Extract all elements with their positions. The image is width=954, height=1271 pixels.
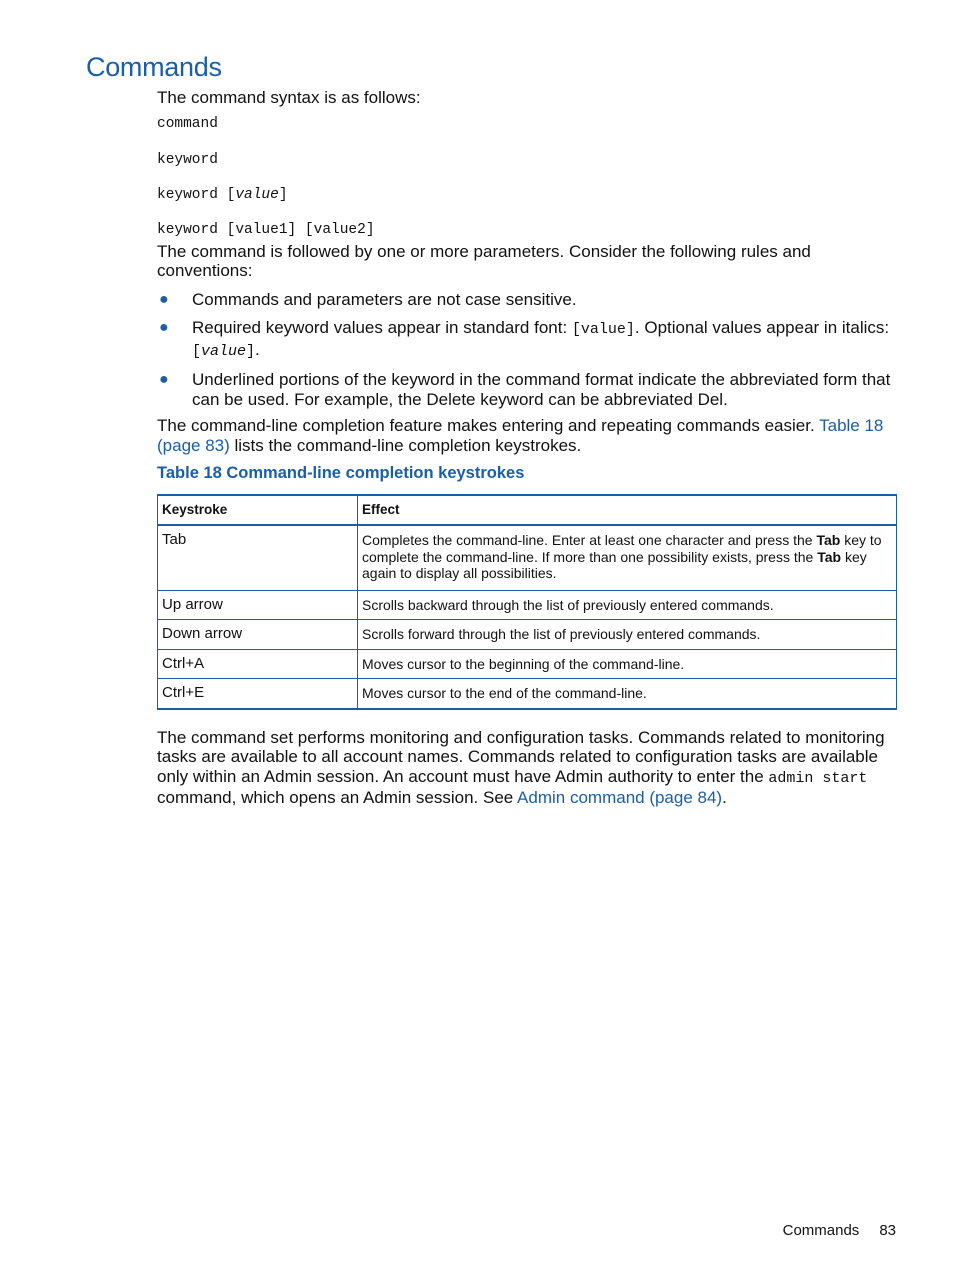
syntax-line-keyword-value bbox=[157, 187, 899, 204]
keystroke-cell: Ctrl+A bbox=[158, 649, 358, 679]
keystroke-table bbox=[157, 494, 897, 710]
effect-cell bbox=[358, 525, 897, 590]
inline-code: admin start bbox=[768, 769, 868, 787]
code-bracket: ] bbox=[246, 342, 256, 360]
syntax-intro: The command syntax is as follows: bbox=[157, 88, 421, 107]
rules-list bbox=[157, 290, 899, 410]
table-row bbox=[158, 525, 897, 590]
table-row bbox=[158, 679, 897, 709]
effect-text: key to complete the command-line. If more than one possibility exists, press the bbox=[362, 532, 882, 565]
list-item-text: Required keyword values appear in standard font: bbox=[192, 318, 572, 337]
syntax-text: keyword [ bbox=[157, 186, 236, 203]
syntax-line-keyword-values: keyword [value1] [value2] bbox=[157, 221, 375, 238]
table-row bbox=[158, 590, 897, 620]
effect-cell: Scrolls forward through the list of previously entered commands. bbox=[358, 620, 897, 650]
inline-code: [value] bbox=[571, 321, 635, 338]
bullet-icon: ● bbox=[159, 371, 169, 388]
page-title: Commands bbox=[86, 52, 222, 82]
list-item-text: Underlined portions of the keyword in the command format indicate the abbreviated form that can be used. For example, the Delete keyword can be abbreviated Del. bbox=[192, 370, 891, 409]
paragraph-text: The command set performs monitoring and configuration tasks. Commands related to monitoring tasks are available to all account names. Commands related to configuration tasks are available only within an Admin session. An account must have Admin authority to enter the bbox=[157, 727, 885, 786]
list-item bbox=[157, 290, 899, 310]
table-header-row bbox=[158, 495, 897, 526]
column-header-keystroke: Keystroke bbox=[158, 495, 358, 526]
column-header-effect: Effect bbox=[358, 495, 897, 526]
footer-section: Commands bbox=[782, 1222, 860, 1239]
syntax-block bbox=[157, 116, 899, 239]
list-item-text: Commands and parameters are not case sensitive. bbox=[192, 289, 577, 309]
effect-bold: Tab bbox=[816, 532, 841, 548]
effect-bold: Tab bbox=[817, 548, 842, 565]
paragraph-text: The command-line completion feature makes entering and repeating commands easier. bbox=[157, 416, 820, 435]
inline-code-italic bbox=[192, 343, 255, 360]
table-row bbox=[158, 649, 897, 679]
keystroke-cell: Tab bbox=[158, 525, 358, 590]
effect-text: Completes the command-line. Enter at least one character and press the bbox=[362, 532, 817, 548]
keystroke-cell: Down arrow bbox=[158, 620, 358, 650]
effect-cell: Moves cursor to the end of the command-line. bbox=[358, 679, 897, 709]
paragraph-text: command, which opens an Admin session. See bbox=[157, 788, 518, 807]
list-item bbox=[157, 370, 899, 409]
page-number: 83 bbox=[879, 1222, 896, 1239]
bullet-icon: ● bbox=[159, 319, 169, 336]
syntax-text: ] bbox=[278, 186, 288, 203]
paragraph-text: . bbox=[722, 788, 727, 807]
bullet-icon: ● bbox=[159, 290, 169, 308]
page-footer bbox=[783, 1222, 896, 1239]
completion-paragraph bbox=[157, 416, 899, 455]
table-row bbox=[158, 620, 897, 650]
syntax-italic: value bbox=[235, 186, 279, 203]
effect-cell: Moves cursor to the beginning of the command-line. bbox=[358, 649, 897, 679]
effect-text: key again to display all possibilities. bbox=[362, 548, 867, 581]
syntax-line-command: command bbox=[157, 115, 218, 132]
main-content bbox=[157, 88, 899, 808]
list-item-text: . bbox=[255, 339, 260, 359]
keystroke-cell: Up arrow bbox=[158, 590, 358, 620]
syntax-line-keyword: keyword bbox=[157, 151, 218, 168]
final-paragraph bbox=[157, 728, 899, 808]
admin-command-link[interactable]: Admin command (page 84) bbox=[517, 788, 723, 807]
code-bracket: [ bbox=[192, 342, 202, 360]
effect-cell: Scrolls backward through the list of previously entered commands. bbox=[358, 590, 897, 620]
table-18-link[interactable]: Table 18 (page 83) bbox=[157, 416, 884, 455]
code-italic: value bbox=[201, 342, 247, 360]
list-item bbox=[157, 318, 899, 361]
keystroke-cell: Ctrl+E bbox=[158, 679, 358, 709]
rules-intro: The command is followed by one or more parameters. Consider the following rules and conventions: bbox=[157, 241, 811, 280]
table-title: Table 18 Command-line completion keystrokes bbox=[157, 464, 525, 482]
list-item-text: . Optional values appear in italics: bbox=[634, 318, 890, 337]
paragraph-text: lists the command-line completion keystrokes. bbox=[229, 435, 582, 455]
